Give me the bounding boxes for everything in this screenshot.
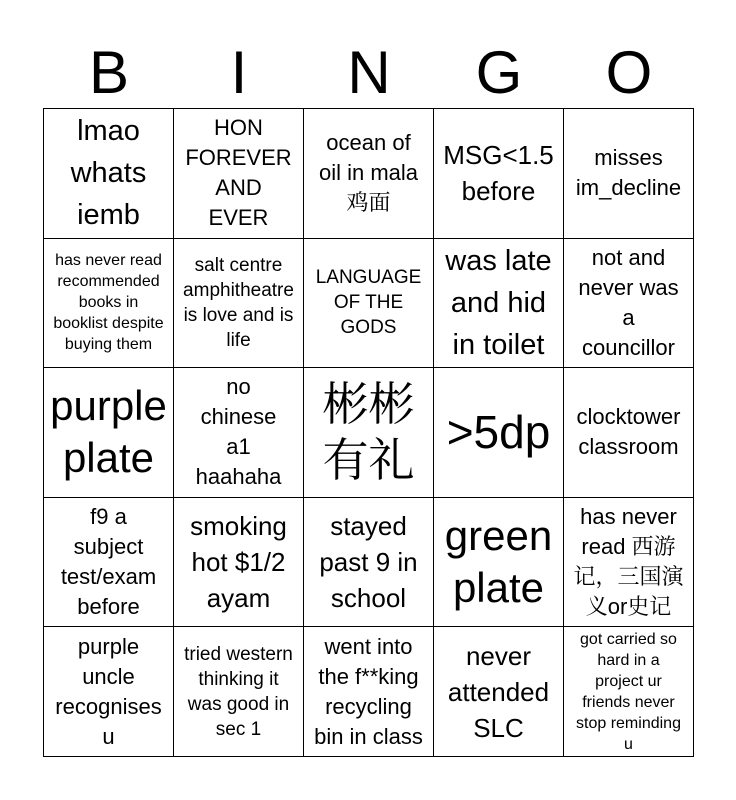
bingo-cell-r5c2[interactable] — [174, 627, 304, 757]
bingo-cell-r2c3[interactable] — [304, 239, 434, 369]
bingo-cell-r3c3[interactable] — [304, 368, 434, 498]
bingo-cell-r4c2[interactable] — [174, 498, 304, 628]
bingo-cell-text: lmao whats iemb — [70, 115, 147, 232]
bingo-cell-text: has never read 西游 记，三国演 义or史记 — [573, 504, 684, 620]
bingo-cell-text: smoking hot $1/2 ayam — [190, 511, 287, 614]
bingo-cell-r1c1[interactable] — [44, 109, 174, 239]
bingo-cell-r1c4[interactable] — [434, 109, 564, 239]
bingo-cell-r4c5[interactable] — [564, 498, 694, 628]
bingo-cell-r3c5[interactable] — [564, 368, 694, 498]
bingo-cell-r4c4[interactable] — [434, 498, 564, 628]
bingo-cell-text: got carried so hard in a project ur friends never stop reminding u — [576, 630, 681, 753]
bingo-cell-text: MSG<1.5 before — [443, 140, 554, 207]
bingo-cell-text: misses im_decline — [575, 145, 682, 201]
bingo-cell-text: purple uncle recognises u — [55, 633, 162, 749]
bingo-cell-r4c3[interactable] — [304, 498, 434, 628]
bingo-board — [43, 108, 694, 757]
bingo-cell-r5c4[interactable] — [434, 627, 564, 757]
bingo-cell-r2c5[interactable] — [564, 239, 694, 369]
bingo-cell-text: HON FOREVER AND EVER — [185, 115, 292, 231]
bingo-cell-text: >5dp — [446, 406, 551, 459]
header-letter-o: O — [605, 39, 653, 106]
bingo-cell-text: green plate — [444, 512, 553, 612]
bingo-cell-text: purple plate — [50, 382, 167, 482]
bingo-cell-text: no chinese a1 haahaha — [195, 374, 282, 490]
bingo-cell-text: was late and hid in toilet — [445, 244, 552, 361]
bingo-cell-text: went into the f**king recycling bin in class — [314, 633, 423, 749]
bingo-cell-r3c4[interactable] — [434, 368, 564, 498]
bingo-cell-r1c3[interactable] — [304, 109, 434, 239]
bingo-cell-r2c4[interactable] — [434, 239, 564, 369]
header-letter-n: N — [347, 39, 391, 106]
bingo-cell-text: never attended SLC — [447, 640, 550, 743]
bingo-cell-r1c2[interactable] — [174, 109, 304, 239]
bingo-cell-text: salt centre amphitheatre is love and is life — [183, 254, 294, 351]
header-letter-b: B — [88, 39, 130, 106]
bingo-cell-r5c1[interactable] — [44, 627, 174, 757]
bingo-cell-text: has never read recommended books in booklist despite buying them — [53, 252, 164, 354]
header-letter-i: I — [230, 39, 248, 106]
bingo-cell-r4c1[interactable] — [44, 498, 174, 628]
bingo-cell-r5c3[interactable] — [304, 627, 434, 757]
bingo-cell-text: 彬彬 有礼 — [322, 378, 415, 487]
bingo-cell-text: f9 a subject test/exam before — [60, 504, 157, 620]
header-letter-g: G — [475, 39, 523, 106]
bingo-header — [44, 40, 694, 106]
bingo-cell-text: clocktower classroom — [576, 404, 681, 460]
bingo-cell-text: stayed past 9 in school — [319, 511, 418, 614]
bingo-cell-text: LANGUAGE OF THE GODS — [315, 267, 422, 339]
bingo-cell-r3c2[interactable] — [174, 368, 304, 498]
bingo-cell-text: tried western thinking it was good in sec 1 — [184, 643, 293, 740]
bingo-cell-r1c5[interactable] — [564, 109, 694, 239]
bingo-cell-r3c1[interactable] — [44, 368, 174, 498]
bingo-cell-r2c2[interactable] — [174, 239, 304, 369]
bingo-cell-text: not and never was a councillor — [578, 244, 679, 360]
bingo-cell-text: ocean of oil in mala 鸡面 — [318, 130, 419, 216]
bingo-cell-r2c1[interactable] — [44, 239, 174, 369]
bingo-cell-r5c5[interactable] — [564, 627, 694, 757]
